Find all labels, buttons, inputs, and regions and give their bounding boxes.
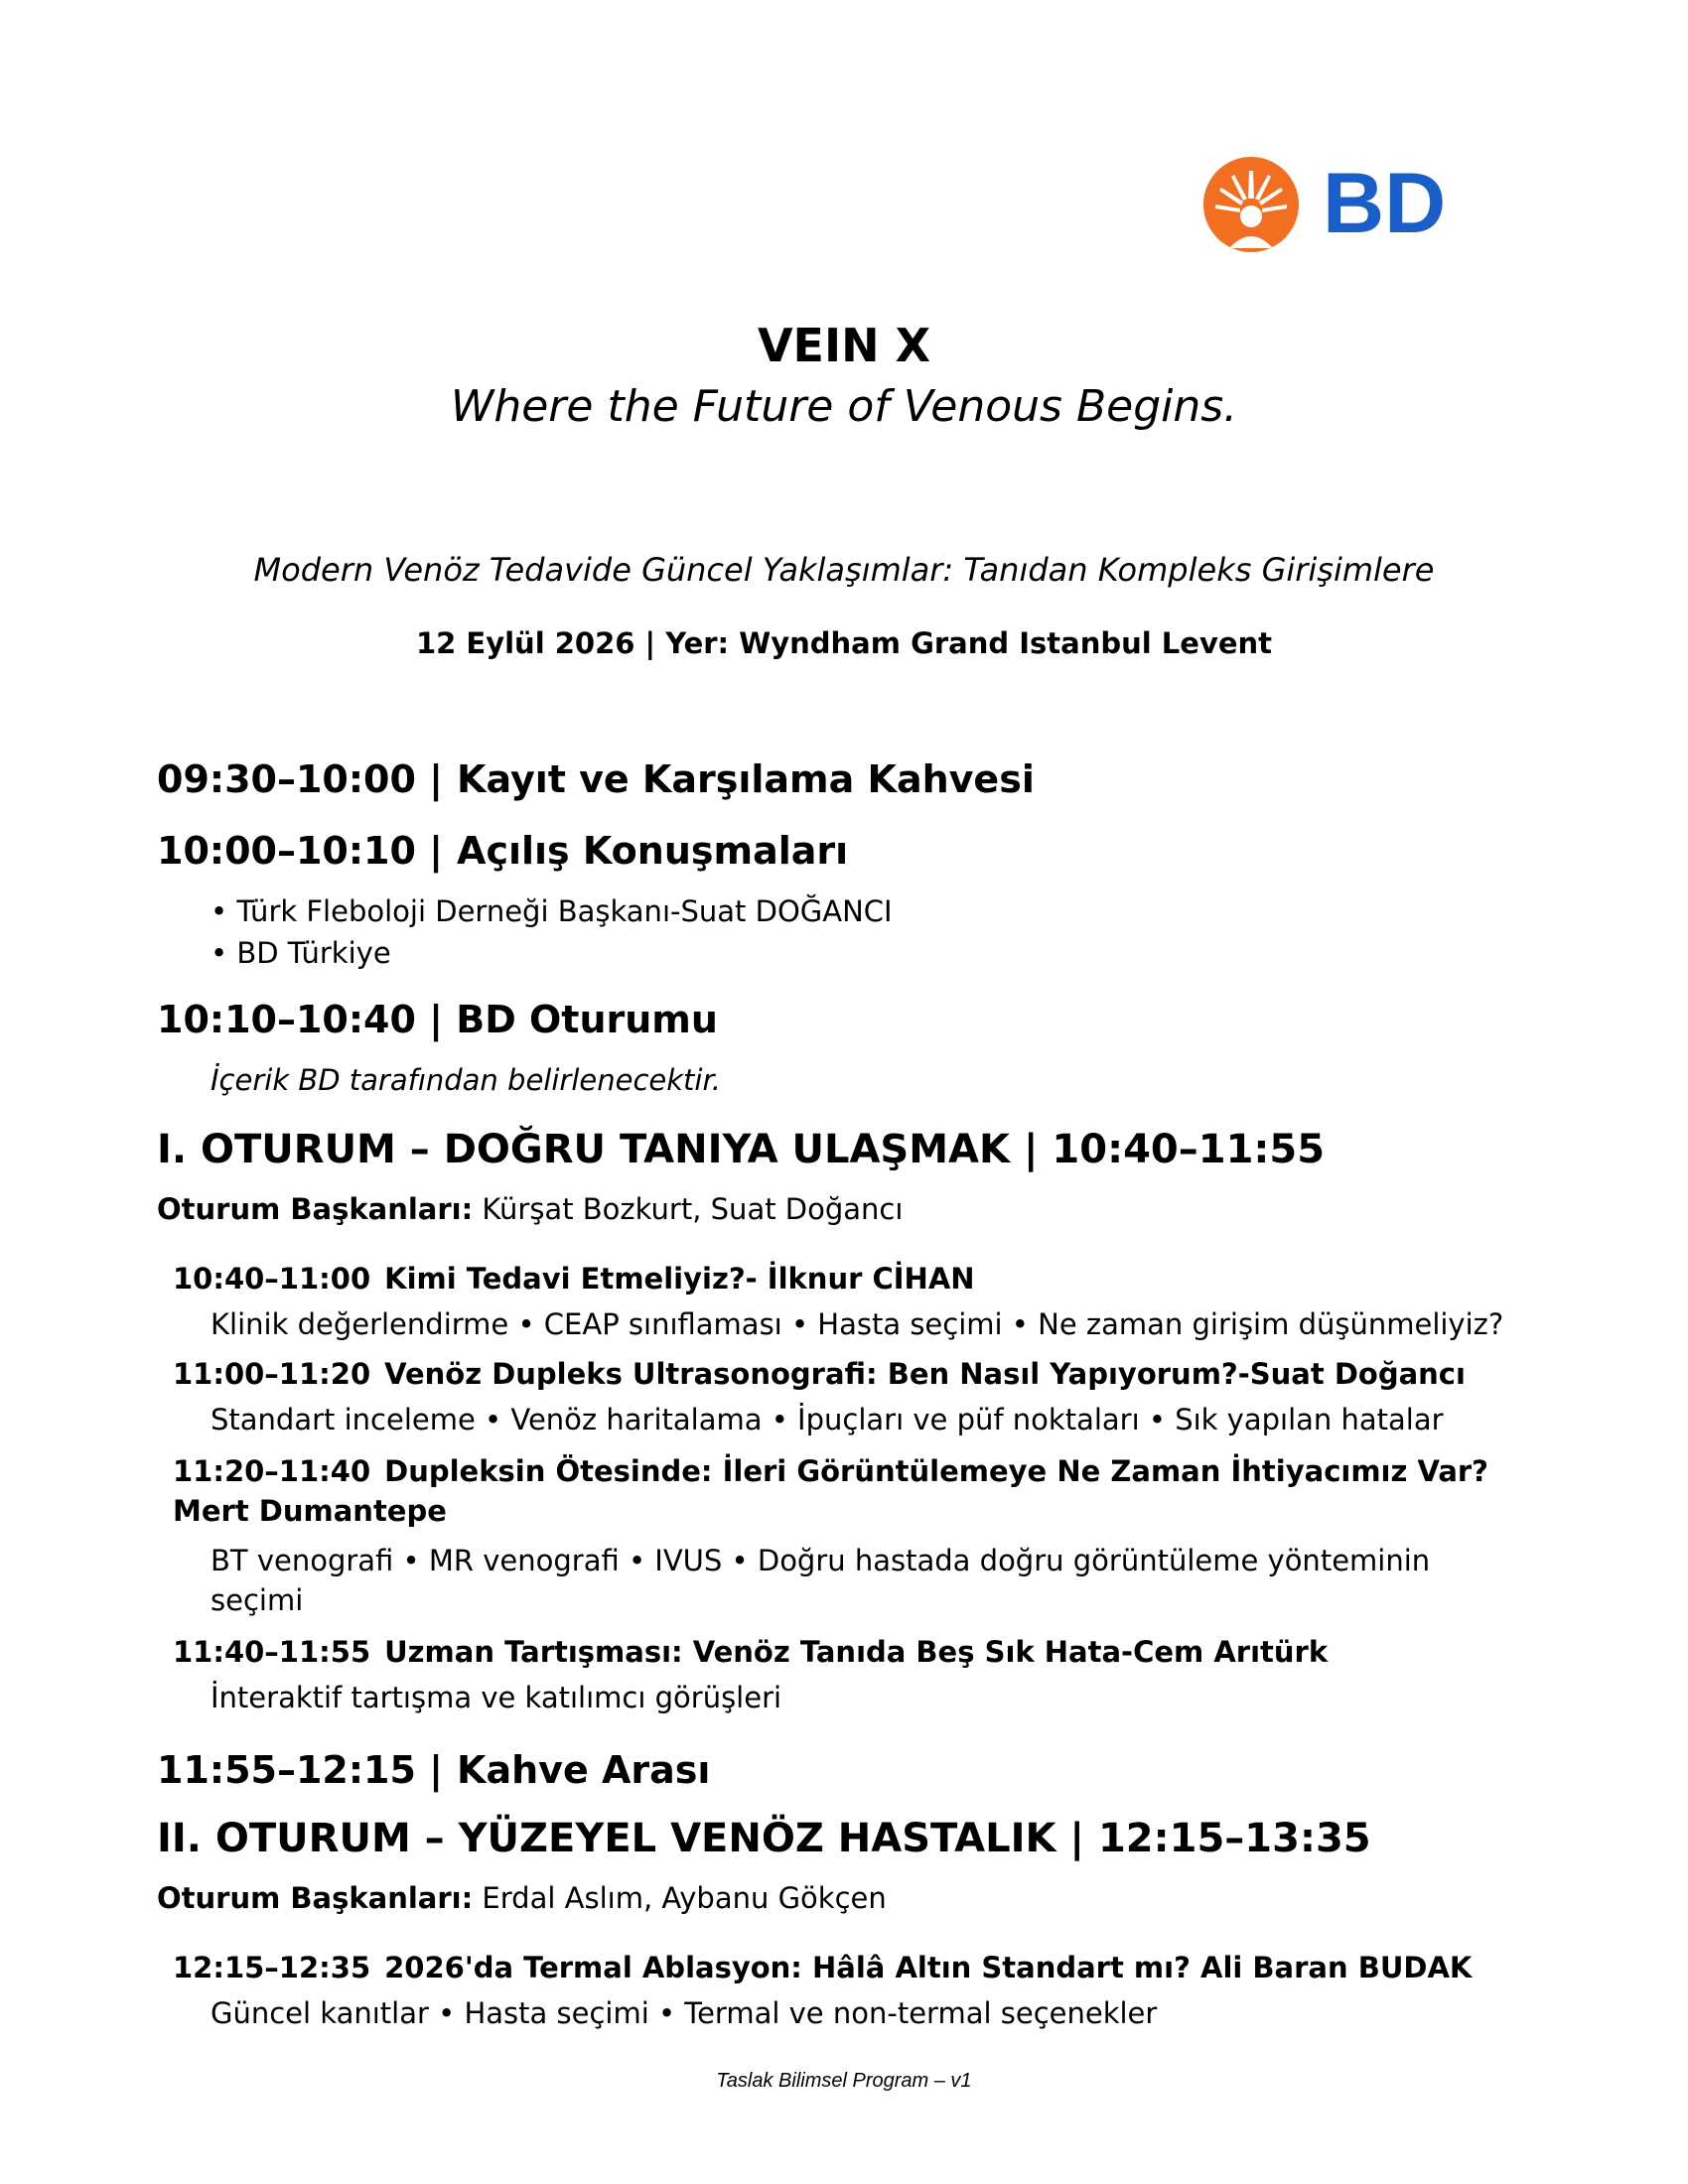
agenda-time: 09:30–10:00 | xyxy=(157,757,444,801)
bd-sun-icon xyxy=(1203,155,1462,254)
talk-name: Dupleksin Ötesinde: İleri Görüntülemeye Ne Zaman İhtiyacımız Var? Mert Dumantepe xyxy=(173,1454,1489,1528)
list-item: • Türk Fleboloji Derneği Başkanı-Suat DOĞANCI xyxy=(211,894,893,928)
talk-description: BT venografi • MR venografi • IVUS • Doğru hastada doğru görüntüleme yönteminin seçimi xyxy=(211,1544,1431,1617)
agenda-time: 10:00–10:10 | xyxy=(157,829,444,873)
list-item: • BD Türkiye xyxy=(211,936,391,970)
page-tagline: Where the Future of Venous Begins. xyxy=(450,381,1238,432)
bd-logo xyxy=(1203,155,1462,254)
talk-time: 11:40–11:55 xyxy=(173,1635,371,1669)
talk-title xyxy=(173,1451,1543,1531)
agenda-time: 11:55–12:15 | xyxy=(157,1748,444,1792)
chairs-names: Kürşat Bozkurt, Suat Doğancı xyxy=(473,1192,904,1226)
talk-time: 10:40–11:00 xyxy=(173,1262,371,1296)
agenda-note: İçerik BD tarafından belirlenecektir. xyxy=(211,1063,721,1097)
svg-text:BD: BD xyxy=(1323,156,1447,251)
talk-title xyxy=(173,1632,1543,1672)
agenda-coffee-break xyxy=(157,1745,710,1795)
page-footer: Taslak Bilimsel Program – v1 xyxy=(716,2070,972,2092)
talk-title xyxy=(173,1259,1543,1298)
talk-name: 2026'da Termal Ablasyon: Hâlâ Altın Standart mı? Ali Baran BUDAK xyxy=(384,1951,1473,1984)
talk-description: Güncel kanıtlar • Hasta seçimi • Termal ve non-termal seçenekler xyxy=(211,1996,1158,2030)
session-2-heading: II. OTURUM – YÜZEYEL VENÖZ HASTALIK | 12:15–13:35 xyxy=(157,1816,1371,1861)
talk-description: Standart inceleme • Venöz haritalama • İpuçları ve püf noktaları • Sık yapılan hatalar xyxy=(211,1403,1444,1436)
chairs-names: Erdal Aslım, Aybanu Gökçen xyxy=(473,1881,887,1915)
page-subtitle: Modern Venöz Tedavide Güncel Yaklaşımlar: Tanıdan Kompleks Girişimlere xyxy=(253,551,1435,589)
talk-description: Klinik değerlendirme • CEAP sınıflaması • Hasta seçimi • Ne zaman girişim düşünmeliyiz? xyxy=(211,1307,1504,1341)
chairs-label: Oturum Başkanları: xyxy=(157,1881,474,1915)
talk-description: İnteraktif tartışma ve katılımcı görüşleri xyxy=(211,1681,782,1714)
talk-name: Uzman Tartışması: Venöz Tanıda Beş Sık Hata-Cem Arıtürk xyxy=(384,1635,1329,1669)
talk-title xyxy=(173,1948,1543,1987)
agenda-bd-session: 10:10–10:40 | BD Oturumu xyxy=(157,998,718,1041)
talk-time: 11:20–11:40 xyxy=(173,1454,371,1488)
chairs-label: Oturum Başkanları: xyxy=(157,1192,474,1226)
agenda-registration xyxy=(157,754,1035,804)
session-2-chairs xyxy=(157,1878,887,1918)
session-1-heading: I. OTURUM – DOĞRU TANIYA ULAŞMAK | 10:40–11:55 xyxy=(157,1127,1326,1172)
agenda-title: Kahve Arası xyxy=(457,1748,711,1792)
event-date-venue: 12 Eylül 2026 | Yer: Wyndham Grand Istanbul Levent xyxy=(415,626,1273,660)
talk-name: Kimi Tedavi Etmeliyiz?- İlknur CİHAN xyxy=(384,1262,975,1296)
talk-time: 12:15–12:35 xyxy=(173,1951,371,1984)
agenda-title: Kayıt ve Karşılama Kahvesi xyxy=(457,757,1035,801)
session-1-chairs xyxy=(157,1189,903,1229)
agenda-title: Açılış Konuşmaları xyxy=(457,829,849,873)
talk-name: Venöz Dupleks Ultrasonografi: Ben Nasıl Yapıyorum?-Suat Doğancı xyxy=(384,1357,1466,1391)
talk-title xyxy=(173,1354,1543,1394)
agenda-opening xyxy=(157,826,848,876)
talk-time: 11:00–11:20 xyxy=(173,1357,371,1391)
page-title: VEIN X xyxy=(757,319,931,372)
